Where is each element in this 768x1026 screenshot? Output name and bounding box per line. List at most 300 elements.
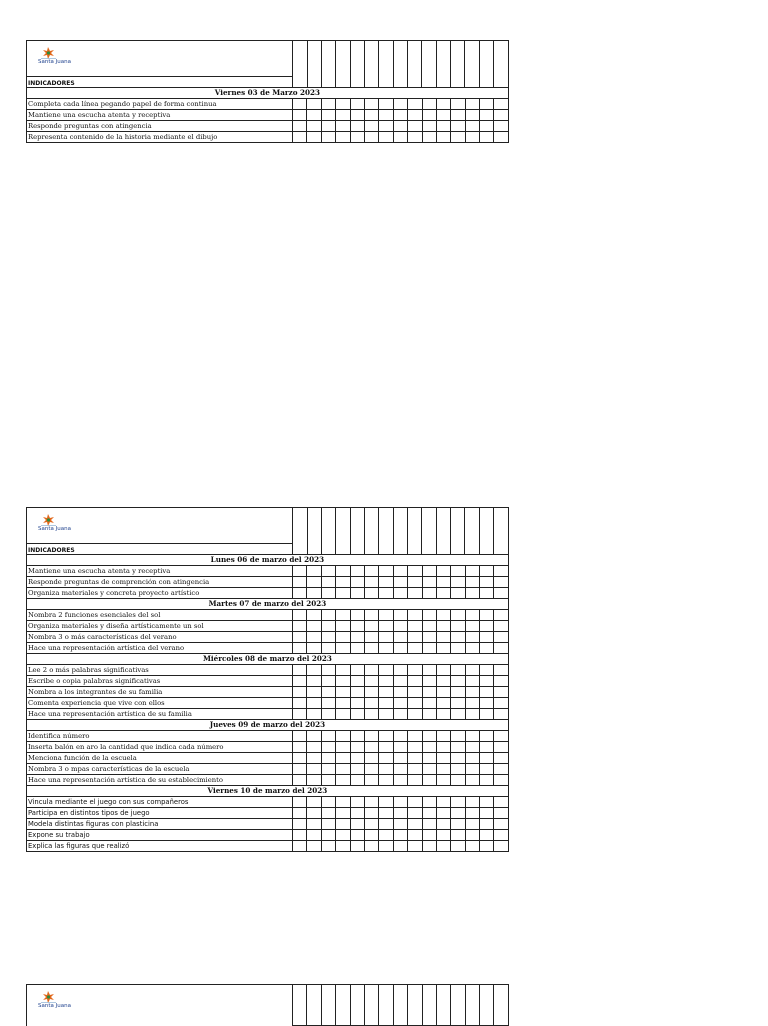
checkbox-cell[interactable]	[436, 121, 450, 132]
checkbox-cell[interactable]	[480, 808, 494, 819]
checkbox-cell[interactable]	[480, 742, 494, 753]
checkbox-cell[interactable]	[465, 797, 479, 808]
checkbox-cell[interactable]	[422, 665, 436, 676]
checkbox-cell[interactable]	[293, 687, 307, 698]
checkbox-cell[interactable]	[293, 632, 307, 643]
checkbox-cell[interactable]	[293, 764, 307, 775]
checkbox-cell[interactable]	[293, 819, 307, 830]
checkbox-cell[interactable]	[451, 775, 465, 786]
checkbox-cell[interactable]	[321, 753, 335, 764]
checkbox-cell[interactable]	[436, 797, 450, 808]
checkbox-cell[interactable]	[465, 621, 479, 632]
checkbox-cell[interactable]	[436, 830, 450, 841]
checkbox-cell[interactable]	[364, 566, 378, 577]
checkbox-cell[interactable]	[336, 841, 350, 852]
checkbox-cell[interactable]	[393, 676, 407, 687]
checkbox-cell[interactable]	[364, 731, 378, 742]
checkbox-cell[interactable]	[436, 985, 450, 1026]
checkbox-cell[interactable]	[321, 566, 335, 577]
checkbox-cell[interactable]	[408, 132, 422, 143]
checkbox-cell[interactable]	[393, 621, 407, 632]
checkbox-cell[interactable]	[393, 566, 407, 577]
checkbox-cell[interactable]	[307, 742, 321, 753]
checkbox-cell[interactable]	[379, 643, 393, 654]
checkbox-cell[interactable]	[307, 577, 321, 588]
checkbox-cell[interactable]	[364, 808, 378, 819]
checkbox-cell[interactable]	[350, 676, 364, 687]
checkbox-cell[interactable]	[408, 687, 422, 698]
checkbox-cell[interactable]	[465, 687, 479, 698]
checkbox-cell[interactable]	[364, 676, 378, 687]
checkbox-cell[interactable]	[465, 566, 479, 577]
checkbox-cell[interactable]	[465, 99, 479, 110]
checkbox-cell[interactable]	[321, 808, 335, 819]
checkbox-cell[interactable]	[307, 676, 321, 687]
checkbox-cell[interactable]	[408, 830, 422, 841]
checkbox-cell[interactable]	[364, 643, 378, 654]
checkbox-cell[interactable]	[408, 764, 422, 775]
checkbox-cell[interactable]	[379, 819, 393, 830]
checkbox-cell[interactable]	[336, 99, 350, 110]
checkbox-cell[interactable]	[364, 110, 378, 121]
checkbox-cell[interactable]	[393, 588, 407, 599]
checkbox-cell[interactable]	[451, 841, 465, 852]
checkbox-cell[interactable]	[350, 830, 364, 841]
checkbox-cell[interactable]	[293, 132, 307, 143]
checkbox-cell[interactable]	[293, 753, 307, 764]
checkbox-cell[interactable]	[451, 753, 465, 764]
checkbox-cell[interactable]	[422, 588, 436, 599]
checkbox-cell[interactable]	[494, 753, 508, 764]
checkbox-cell[interactable]	[307, 566, 321, 577]
checkbox-cell[interactable]	[480, 709, 494, 720]
checkbox-cell[interactable]	[307, 610, 321, 621]
checkbox-cell[interactable]	[364, 687, 378, 698]
checkbox-cell[interactable]	[480, 665, 494, 676]
checkbox-cell[interactable]	[379, 632, 393, 643]
checkbox-cell[interactable]	[408, 99, 422, 110]
checkbox-cell[interactable]	[336, 742, 350, 753]
checkbox-cell[interactable]	[408, 632, 422, 643]
checkbox-cell[interactable]	[451, 110, 465, 121]
checkbox-cell[interactable]	[422, 742, 436, 753]
checkbox-cell[interactable]	[393, 643, 407, 654]
checkbox-cell[interactable]	[451, 588, 465, 599]
checkbox-cell[interactable]	[379, 121, 393, 132]
checkbox-cell[interactable]	[465, 808, 479, 819]
checkbox-cell[interactable]	[393, 709, 407, 720]
checkbox-cell[interactable]	[307, 99, 321, 110]
checkbox-cell[interactable]	[422, 731, 436, 742]
checkbox-cell[interactable]	[494, 819, 508, 830]
checkbox-cell[interactable]	[393, 819, 407, 830]
checkbox-cell[interactable]	[336, 819, 350, 830]
checkbox-cell[interactable]	[408, 985, 422, 1026]
checkbox-cell[interactable]	[350, 753, 364, 764]
checkbox-cell[interactable]	[422, 676, 436, 687]
checkbox-cell[interactable]	[480, 819, 494, 830]
checkbox-cell[interactable]	[336, 588, 350, 599]
checkbox-cell[interactable]	[336, 764, 350, 775]
checkbox-cell[interactable]	[494, 610, 508, 621]
checkbox-cell[interactable]	[364, 753, 378, 764]
checkbox-cell[interactable]	[379, 687, 393, 698]
checkbox-cell[interactable]	[379, 709, 393, 720]
checkbox-cell[interactable]	[480, 99, 494, 110]
checkbox-cell[interactable]	[336, 797, 350, 808]
checkbox-cell[interactable]	[480, 775, 494, 786]
checkbox-cell[interactable]	[480, 110, 494, 121]
checkbox-cell[interactable]	[480, 698, 494, 709]
checkbox-cell[interactable]	[494, 588, 508, 599]
checkbox-cell[interactable]	[350, 698, 364, 709]
checkbox-cell[interactable]	[379, 808, 393, 819]
checkbox-cell[interactable]	[364, 742, 378, 753]
checkbox-cell[interactable]	[379, 841, 393, 852]
checkbox-cell[interactable]	[379, 610, 393, 621]
checkbox-cell[interactable]	[436, 588, 450, 599]
checkbox-cell[interactable]	[321, 698, 335, 709]
checkbox-cell[interactable]	[321, 676, 335, 687]
checkbox-cell[interactable]	[293, 643, 307, 654]
checkbox-cell[interactable]	[393, 110, 407, 121]
checkbox-cell[interactable]	[293, 99, 307, 110]
checkbox-cell[interactable]	[494, 665, 508, 676]
checkbox-cell[interactable]	[321, 985, 335, 1026]
checkbox-cell[interactable]	[307, 808, 321, 819]
checkbox-cell[interactable]	[408, 709, 422, 720]
checkbox-cell[interactable]	[321, 687, 335, 698]
checkbox-cell[interactable]	[364, 985, 378, 1026]
checkbox-cell[interactable]	[321, 610, 335, 621]
checkbox-cell[interactable]	[350, 566, 364, 577]
checkbox-cell[interactable]	[293, 985, 307, 1026]
checkbox-cell[interactable]	[422, 687, 436, 698]
checkbox-cell[interactable]	[336, 610, 350, 621]
checkbox-cell[interactable]	[350, 110, 364, 121]
checkbox-cell[interactable]	[494, 808, 508, 819]
checkbox-cell[interactable]	[480, 797, 494, 808]
checkbox-cell[interactable]	[321, 110, 335, 121]
checkbox-cell[interactable]	[364, 121, 378, 132]
checkbox-cell[interactable]	[436, 753, 450, 764]
checkbox-cell[interactable]	[451, 577, 465, 588]
checkbox-cell[interactable]	[293, 665, 307, 676]
checkbox-cell[interactable]	[465, 643, 479, 654]
checkbox-cell[interactable]	[408, 577, 422, 588]
checkbox-cell[interactable]	[393, 632, 407, 643]
checkbox-cell[interactable]	[307, 643, 321, 654]
checkbox-cell[interactable]	[321, 665, 335, 676]
checkbox-cell[interactable]	[465, 742, 479, 753]
checkbox-cell[interactable]	[436, 698, 450, 709]
checkbox-cell[interactable]	[451, 687, 465, 698]
checkbox-cell[interactable]	[436, 841, 450, 852]
checkbox-cell[interactable]	[494, 99, 508, 110]
checkbox-cell[interactable]	[293, 588, 307, 599]
checkbox-cell[interactable]	[321, 709, 335, 720]
checkbox-cell[interactable]	[307, 753, 321, 764]
checkbox-cell[interactable]	[379, 588, 393, 599]
checkbox-cell[interactable]	[293, 121, 307, 132]
checkbox-cell[interactable]	[393, 775, 407, 786]
checkbox-cell[interactable]	[480, 632, 494, 643]
checkbox-cell[interactable]	[465, 588, 479, 599]
checkbox-cell[interactable]	[336, 577, 350, 588]
checkbox-cell[interactable]	[465, 121, 479, 132]
checkbox-cell[interactable]	[393, 687, 407, 698]
checkbox-cell[interactable]	[480, 731, 494, 742]
checkbox-cell[interactable]	[293, 830, 307, 841]
checkbox-cell[interactable]	[436, 632, 450, 643]
checkbox-cell[interactable]	[379, 577, 393, 588]
checkbox-cell[interactable]	[465, 698, 479, 709]
checkbox-cell[interactable]	[408, 110, 422, 121]
checkbox-cell[interactable]	[494, 731, 508, 742]
checkbox-cell[interactable]	[350, 709, 364, 720]
checkbox-cell[interactable]	[393, 764, 407, 775]
checkbox-cell[interactable]	[364, 577, 378, 588]
checkbox-cell[interactable]	[293, 731, 307, 742]
checkbox-cell[interactable]	[379, 753, 393, 764]
checkbox-cell[interactable]	[451, 709, 465, 720]
checkbox-cell[interactable]	[451, 665, 465, 676]
checkbox-cell[interactable]	[465, 110, 479, 121]
checkbox-cell[interactable]	[350, 985, 364, 1026]
checkbox-cell[interactable]	[307, 621, 321, 632]
checkbox-cell[interactable]	[379, 830, 393, 841]
checkbox-cell[interactable]	[350, 841, 364, 852]
checkbox-cell[interactable]	[451, 132, 465, 143]
checkbox-cell[interactable]	[307, 985, 321, 1026]
checkbox-cell[interactable]	[321, 643, 335, 654]
checkbox-cell[interactable]	[379, 742, 393, 753]
checkbox-cell[interactable]	[480, 132, 494, 143]
checkbox-cell[interactable]	[436, 621, 450, 632]
checkbox-cell[interactable]	[422, 841, 436, 852]
checkbox-cell[interactable]	[422, 985, 436, 1026]
checkbox-cell[interactable]	[379, 731, 393, 742]
checkbox-cell[interactable]	[350, 99, 364, 110]
checkbox-cell[interactable]	[321, 99, 335, 110]
checkbox-cell[interactable]	[307, 775, 321, 786]
checkbox-cell[interactable]	[321, 830, 335, 841]
checkbox-cell[interactable]	[336, 121, 350, 132]
checkbox-cell[interactable]	[465, 819, 479, 830]
checkbox-cell[interactable]	[408, 742, 422, 753]
checkbox-cell[interactable]	[451, 808, 465, 819]
checkbox-cell[interactable]	[408, 808, 422, 819]
checkbox-cell[interactable]	[364, 698, 378, 709]
checkbox-cell[interactable]	[379, 676, 393, 687]
checkbox-cell[interactable]	[465, 841, 479, 852]
checkbox-cell[interactable]	[480, 566, 494, 577]
checkbox-cell[interactable]	[480, 830, 494, 841]
checkbox-cell[interactable]	[350, 797, 364, 808]
checkbox-cell[interactable]	[336, 632, 350, 643]
checkbox-cell[interactable]	[465, 577, 479, 588]
checkbox-cell[interactable]	[307, 709, 321, 720]
checkbox-cell[interactable]	[364, 132, 378, 143]
checkbox-cell[interactable]	[451, 99, 465, 110]
checkbox-cell[interactable]	[494, 985, 508, 1026]
checkbox-cell[interactable]	[307, 830, 321, 841]
checkbox-cell[interactable]	[422, 132, 436, 143]
checkbox-cell[interactable]	[465, 709, 479, 720]
checkbox-cell[interactable]	[494, 709, 508, 720]
checkbox-cell[interactable]	[408, 797, 422, 808]
checkbox-cell[interactable]	[393, 753, 407, 764]
checkbox-cell[interactable]	[336, 110, 350, 121]
checkbox-cell[interactable]	[494, 687, 508, 698]
checkbox-cell[interactable]	[422, 797, 436, 808]
checkbox-cell[interactable]	[293, 808, 307, 819]
checkbox-cell[interactable]	[494, 742, 508, 753]
checkbox-cell[interactable]	[321, 731, 335, 742]
checkbox-cell[interactable]	[451, 676, 465, 687]
checkbox-cell[interactable]	[436, 676, 450, 687]
checkbox-cell[interactable]	[364, 588, 378, 599]
checkbox-cell[interactable]	[480, 753, 494, 764]
checkbox-cell[interactable]	[350, 577, 364, 588]
checkbox-cell[interactable]	[293, 797, 307, 808]
checkbox-cell[interactable]	[364, 775, 378, 786]
checkbox-cell[interactable]	[393, 830, 407, 841]
checkbox-cell[interactable]	[293, 577, 307, 588]
checkbox-cell[interactable]	[336, 698, 350, 709]
checkbox-cell[interactable]	[293, 775, 307, 786]
checkbox-cell[interactable]	[350, 621, 364, 632]
checkbox-cell[interactable]	[307, 731, 321, 742]
checkbox-cell[interactable]	[451, 985, 465, 1026]
checkbox-cell[interactable]	[408, 621, 422, 632]
checkbox-cell[interactable]	[379, 985, 393, 1026]
checkbox-cell[interactable]	[494, 566, 508, 577]
checkbox-cell[interactable]	[494, 132, 508, 143]
checkbox-cell[interactable]	[379, 665, 393, 676]
checkbox-cell[interactable]	[379, 764, 393, 775]
checkbox-cell[interactable]	[465, 830, 479, 841]
checkbox-cell[interactable]	[364, 797, 378, 808]
checkbox-cell[interactable]	[364, 841, 378, 852]
checkbox-cell[interactable]	[436, 577, 450, 588]
checkbox-cell[interactable]	[336, 775, 350, 786]
checkbox-cell[interactable]	[336, 985, 350, 1026]
checkbox-cell[interactable]	[364, 665, 378, 676]
checkbox-cell[interactable]	[422, 566, 436, 577]
checkbox-cell[interactable]	[494, 841, 508, 852]
checkbox-cell[interactable]	[364, 632, 378, 643]
checkbox-cell[interactable]	[393, 698, 407, 709]
checkbox-cell[interactable]	[307, 110, 321, 121]
checkbox-cell[interactable]	[451, 632, 465, 643]
checkbox-cell[interactable]	[494, 121, 508, 132]
checkbox-cell[interactable]	[321, 742, 335, 753]
checkbox-cell[interactable]	[321, 841, 335, 852]
checkbox-cell[interactable]	[336, 687, 350, 698]
checkbox-cell[interactable]	[379, 99, 393, 110]
checkbox-cell[interactable]	[422, 643, 436, 654]
checkbox-cell[interactable]	[364, 764, 378, 775]
checkbox-cell[interactable]	[436, 709, 450, 720]
checkbox-cell[interactable]	[364, 621, 378, 632]
checkbox-cell[interactable]	[465, 775, 479, 786]
checkbox-cell[interactable]	[364, 819, 378, 830]
checkbox-cell[interactable]	[451, 566, 465, 577]
checkbox-cell[interactable]	[364, 99, 378, 110]
checkbox-cell[interactable]	[321, 775, 335, 786]
checkbox-cell[interactable]	[408, 841, 422, 852]
checkbox-cell[interactable]	[321, 577, 335, 588]
checkbox-cell[interactable]	[307, 588, 321, 599]
checkbox-cell[interactable]	[307, 687, 321, 698]
checkbox-cell[interactable]	[465, 764, 479, 775]
checkbox-cell[interactable]	[422, 764, 436, 775]
checkbox-cell[interactable]	[422, 610, 436, 621]
checkbox-cell[interactable]	[321, 621, 335, 632]
checkbox-cell[interactable]	[321, 797, 335, 808]
checkbox-cell[interactable]	[480, 610, 494, 621]
checkbox-cell[interactable]	[494, 632, 508, 643]
checkbox-cell[interactable]	[393, 610, 407, 621]
checkbox-cell[interactable]	[379, 566, 393, 577]
checkbox-cell[interactable]	[393, 742, 407, 753]
checkbox-cell[interactable]	[422, 99, 436, 110]
checkbox-cell[interactable]	[336, 665, 350, 676]
checkbox-cell[interactable]	[293, 841, 307, 852]
checkbox-cell[interactable]	[422, 819, 436, 830]
checkbox-cell[interactable]	[436, 132, 450, 143]
checkbox-cell[interactable]	[436, 819, 450, 830]
checkbox-cell[interactable]	[480, 121, 494, 132]
checkbox-cell[interactable]	[307, 764, 321, 775]
checkbox-cell[interactable]	[436, 99, 450, 110]
checkbox-cell[interactable]	[480, 621, 494, 632]
checkbox-cell[interactable]	[480, 577, 494, 588]
checkbox-cell[interactable]	[321, 764, 335, 775]
checkbox-cell[interactable]	[494, 698, 508, 709]
checkbox-cell[interactable]	[451, 731, 465, 742]
checkbox-cell[interactable]	[451, 830, 465, 841]
checkbox-cell[interactable]	[480, 985, 494, 1026]
checkbox-cell[interactable]	[321, 588, 335, 599]
checkbox-cell[interactable]	[336, 753, 350, 764]
checkbox-cell[interactable]	[321, 632, 335, 643]
checkbox-cell[interactable]	[408, 610, 422, 621]
checkbox-cell[interactable]	[422, 698, 436, 709]
checkbox-cell[interactable]	[321, 132, 335, 143]
checkbox-cell[interactable]	[494, 797, 508, 808]
checkbox-cell[interactable]	[307, 132, 321, 143]
checkbox-cell[interactable]	[293, 610, 307, 621]
checkbox-cell[interactable]	[408, 753, 422, 764]
checkbox-cell[interactable]	[422, 577, 436, 588]
checkbox-cell[interactable]	[436, 643, 450, 654]
checkbox-cell[interactable]	[436, 742, 450, 753]
checkbox-cell[interactable]	[451, 764, 465, 775]
checkbox-cell[interactable]	[451, 742, 465, 753]
checkbox-cell[interactable]	[307, 819, 321, 830]
checkbox-cell[interactable]	[307, 841, 321, 852]
checkbox-cell[interactable]	[393, 132, 407, 143]
checkbox-cell[interactable]	[293, 742, 307, 753]
checkbox-cell[interactable]	[465, 610, 479, 621]
checkbox-cell[interactable]	[350, 731, 364, 742]
checkbox-cell[interactable]	[350, 687, 364, 698]
checkbox-cell[interactable]	[494, 110, 508, 121]
checkbox-cell[interactable]	[480, 687, 494, 698]
checkbox-cell[interactable]	[379, 110, 393, 121]
